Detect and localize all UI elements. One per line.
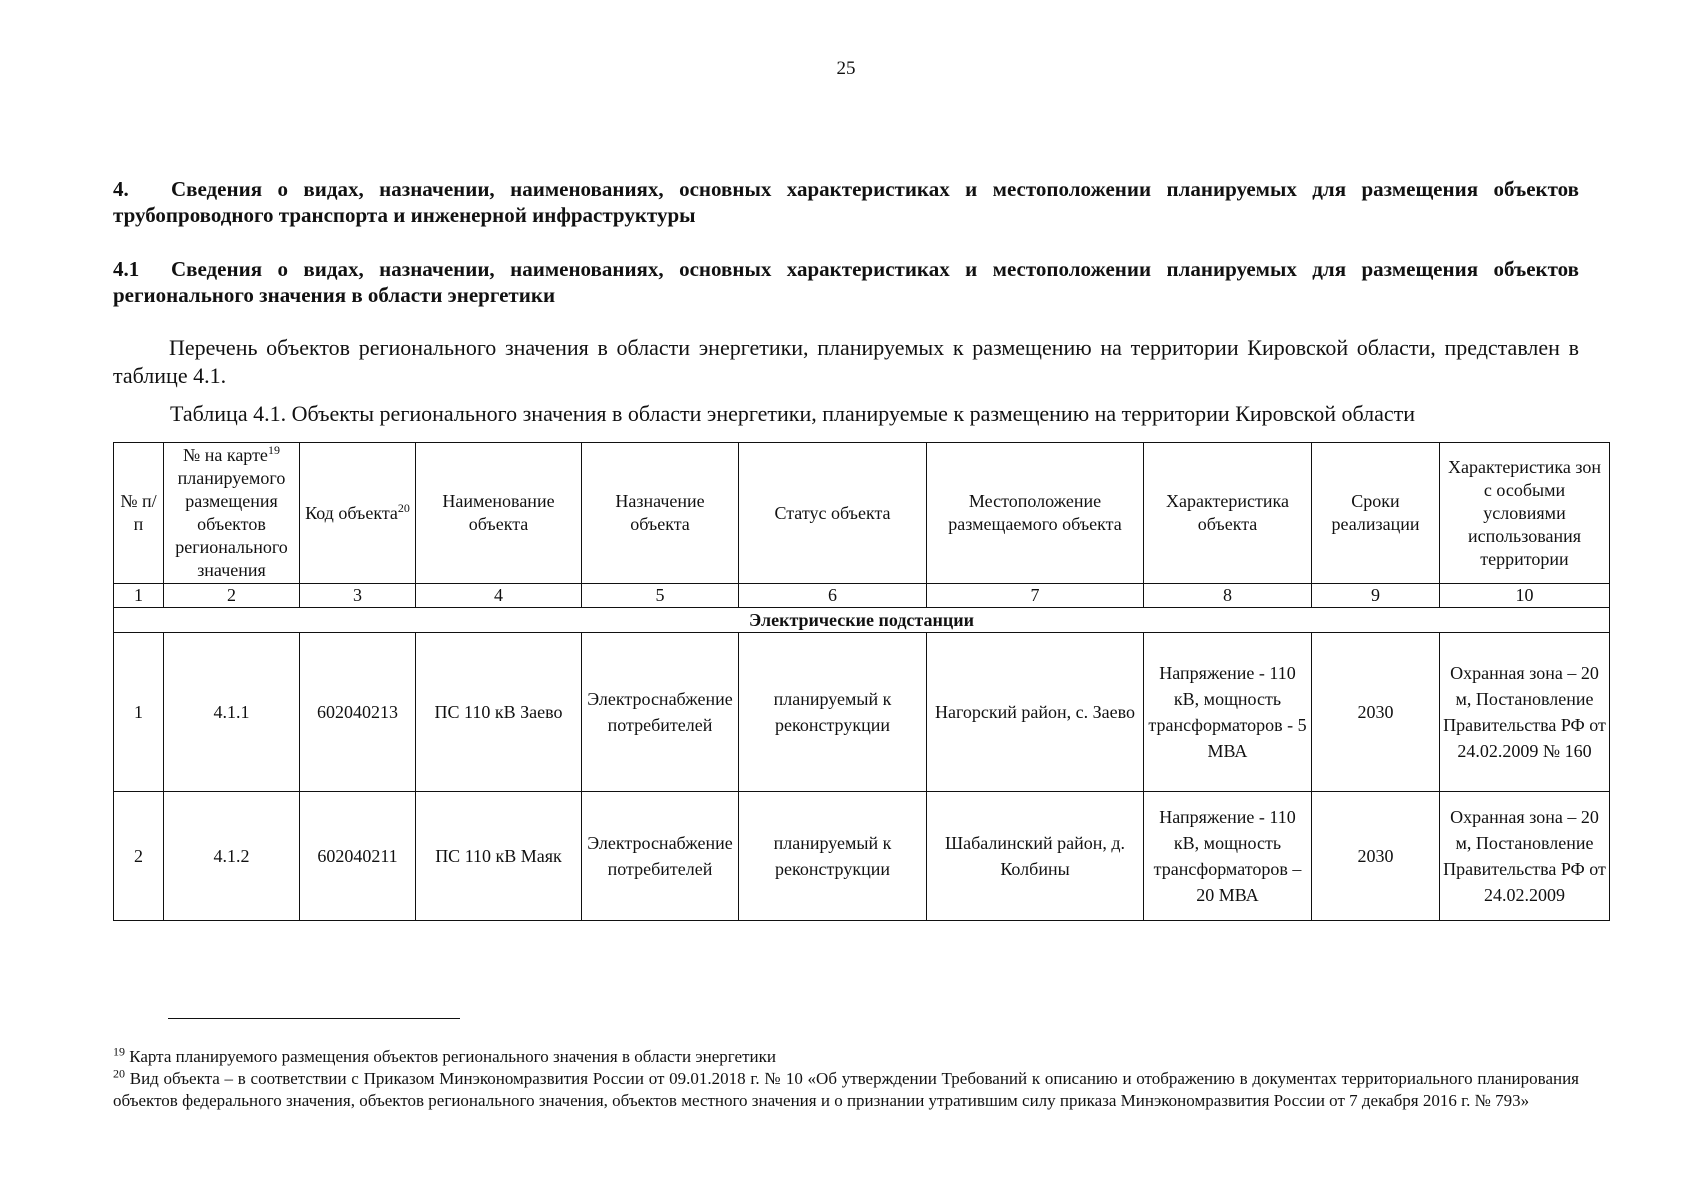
cell-map-number: 4.1.1 bbox=[164, 633, 300, 792]
header-map-number: № на карте$^{19}$ планируемого размещения объектов регионального значения bbox=[164, 443, 300, 584]
intro-paragraph: Перечень объектов регионального значения в области энергетики, планируемых к размещению на территории Кировской области, представлен в таблице 4.1. bbox=[113, 335, 1579, 388]
cell-status: планируемый к реконструкции bbox=[739, 633, 927, 792]
cell-purpose: Электроснабжение потребителей bbox=[582, 633, 739, 792]
cell-purpose: Электроснабжение потребителей bbox=[582, 792, 739, 921]
header-status: Статус объекта bbox=[739, 443, 927, 584]
footnotes bbox=[113, 1046, 1579, 1112]
column-number: 9 bbox=[1312, 584, 1440, 608]
section-heading-4-1 bbox=[113, 256, 1579, 308]
cell-characteristic: Напряжение - 110 кВ, мощность трансформаторов – 20 МВА bbox=[1144, 792, 1312, 921]
cell-code: 602040213 bbox=[300, 633, 416, 792]
subsection-title: Сведения о видах, назначении, наименованиях, основных характеристиках и местоположении планируемых для размещения объектов регионального значения в области энергетики bbox=[113, 257, 1579, 307]
page-number: 25 bbox=[836, 58, 856, 79]
table-header-row bbox=[114, 443, 1610, 584]
footnote-mark: 20 bbox=[113, 1066, 125, 1081]
column-number: 3 bbox=[300, 584, 416, 608]
group-row bbox=[114, 608, 1610, 633]
footnote-separator bbox=[168, 1018, 460, 1019]
column-number: 7 bbox=[927, 584, 1144, 608]
cell-location: Шабалинский район, д. Колбины bbox=[927, 792, 1144, 921]
cell-term: 2030 bbox=[1312, 633, 1440, 792]
section-number: 4. bbox=[113, 177, 129, 201]
header-purpose: Назначение объекта bbox=[582, 443, 739, 584]
column-number: 10 bbox=[1440, 584, 1610, 608]
column-number: 5 bbox=[582, 584, 739, 608]
header-term: Сроки реализации bbox=[1312, 443, 1440, 584]
column-number: 2 bbox=[164, 584, 300, 608]
cell-num: 1 bbox=[114, 633, 164, 792]
group-title: Электрические подстанции bbox=[114, 608, 1610, 633]
footnote bbox=[113, 1068, 1579, 1112]
footnote-text: Вид объекта – в соответствии с Приказом Минэкономразвития России от 09.01.2018 г. № 10 «Об утверждении Требований к описанию и отображению в документах территориального планирования объектов федерального значения, объектов регионального значения, объектов местного значения и о признании утратившим силу приказа Минэкономразвития России от 7 декабря 2016 г. № 793» bbox=[113, 1069, 1580, 1110]
column-number: 6 bbox=[739, 584, 927, 608]
header-num: № п/п bbox=[114, 443, 164, 584]
table-caption: Таблица 4.1. Объекты регионального значения в области энергетики, планируемые к размещению на территории Кировской области bbox=[170, 401, 1416, 426]
header-location: Местоположение размещаемого объекта bbox=[927, 443, 1144, 584]
header-zones: Характеристика зон с особыми условиями использования территории bbox=[1440, 443, 1610, 584]
footnote-text: Карта планируемого размещения объектов регионального значения в области энергетики bbox=[129, 1047, 776, 1066]
cell-characteristic: Напряжение - 110 кВ, мощность трансформаторов - 5 МВА bbox=[1144, 633, 1312, 792]
cell-name: ПС 110 кВ Заево bbox=[416, 633, 582, 792]
cell-status: планируемый к реконструкции bbox=[739, 792, 927, 921]
cell-zones: Охранная зона – 20 м, Постановление Правительства РФ от 24.02.2009 bbox=[1440, 792, 1610, 921]
footnote-mark: 19 bbox=[113, 1044, 125, 1059]
table-row bbox=[114, 633, 1610, 792]
cell-map-number: 4.1.2 bbox=[164, 792, 300, 921]
cell-name: ПС 110 кВ Маяк bbox=[416, 792, 582, 921]
section-title: Сведения о видах, назначении, наименованиях, основных характеристиках и местоположении планируемых для размещения объектов трубопроводного транспорта и инженерной инфраструктуры bbox=[113, 177, 1579, 227]
section-heading-4 bbox=[113, 176, 1579, 228]
table-row bbox=[114, 792, 1610, 921]
cell-zones: Охранная зона – 20 м, Постановление Правительства РФ от 24.02.2009 № 160 bbox=[1440, 633, 1610, 792]
cell-location: Нагорский район, с. Заево bbox=[927, 633, 1144, 792]
cell-num: 2 bbox=[114, 792, 164, 921]
column-number: 8 bbox=[1144, 584, 1312, 608]
subsection-number: 4.1 bbox=[113, 257, 140, 281]
footnote bbox=[113, 1046, 1579, 1068]
cell-term: 2030 bbox=[1312, 792, 1440, 921]
cell-code: 602040211 bbox=[300, 792, 416, 921]
header-object-code: Код объекта$^{20}$ bbox=[300, 443, 416, 584]
column-number: 1 bbox=[114, 584, 164, 608]
header-object-name: Наименование объекта bbox=[416, 443, 582, 584]
energy-objects-table bbox=[113, 442, 1610, 921]
column-number-row bbox=[114, 584, 1610, 608]
header-characteristic: Характеристика объекта bbox=[1144, 443, 1312, 584]
column-number: 4 bbox=[416, 584, 582, 608]
